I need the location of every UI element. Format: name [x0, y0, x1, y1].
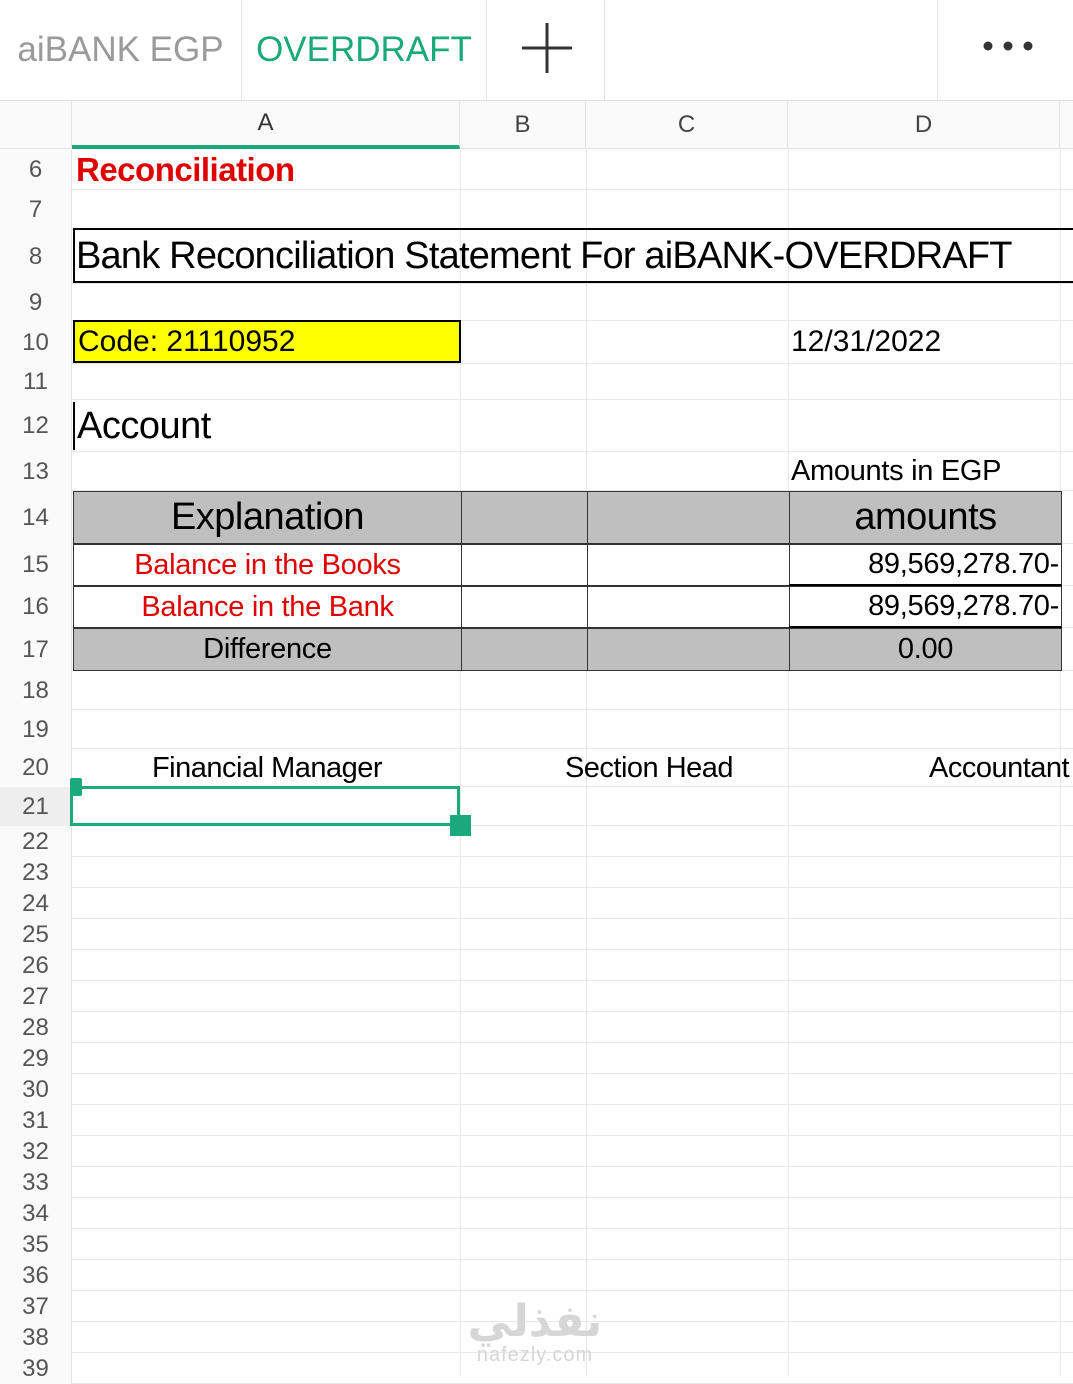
account-label[interactable]: Account — [77, 404, 211, 447]
statement-title[interactable]: Bank Reconciliation Statement For aiBANK-OVERDRAFT — [76, 234, 1012, 277]
row-header-14[interactable]: 14 — [0, 491, 72, 544]
tab-aibank-egp[interactable]: aiBANK EGP — [0, 0, 242, 100]
column-header-d[interactable]: D — [788, 101, 1060, 149]
row-header-19[interactable]: 19 — [0, 710, 72, 749]
row-header-31[interactable]: 31 — [0, 1105, 72, 1136]
row-header-26[interactable]: 26 — [0, 950, 72, 981]
row-header-38[interactable]: 38 — [0, 1322, 72, 1353]
signature-section-head[interactable]: Section Head — [564, 751, 734, 784]
table-cell[interactable] — [461, 586, 588, 628]
grid-row-line — [72, 1259, 1073, 1260]
grid-column-line — [788, 150, 789, 1376]
table-header-amounts[interactable]: amounts — [789, 491, 1062, 544]
row-header-34[interactable]: 34 — [0, 1198, 72, 1229]
grid-row-line — [72, 949, 1073, 950]
selection-handle-start[interactable] — [70, 778, 82, 796]
row-header-30[interactable]: 30 — [0, 1074, 72, 1105]
table-header-explanation[interactable]: Explanation — [73, 491, 462, 544]
selected-cell-a21[interactable] — [70, 786, 460, 826]
signature-financial-manager[interactable]: Financial Manager — [151, 751, 383, 784]
row-header-28[interactable]: 28 — [0, 1012, 72, 1043]
row-header-27[interactable]: 27 — [0, 981, 72, 1012]
column-header-c[interactable]: C — [586, 101, 788, 149]
grid-row-line — [72, 856, 1073, 857]
add-sheet-button[interactable] — [487, 0, 605, 100]
row-header-36[interactable]: 36 — [0, 1260, 72, 1291]
watermark-latin: nafezly.com — [476, 1344, 594, 1366]
row-header-21[interactable]: 21 — [0, 787, 72, 826]
row-header-9[interactable]: 9 — [0, 284, 72, 321]
row-header-12[interactable]: 12 — [0, 400, 72, 452]
table-header-c[interactable] — [587, 491, 790, 544]
row-header-10[interactable]: 10 — [0, 321, 72, 364]
signature-accountant[interactable]: Accountant — [929, 751, 1070, 784]
row-header-22[interactable]: 22 — [0, 826, 72, 857]
column-header-b[interactable]: B — [460, 101, 586, 149]
row-header-17[interactable]: 17 — [0, 628, 72, 671]
table-cell[interactable] — [461, 544, 588, 586]
date-cell[interactable]: 12/31/2022 — [791, 325, 942, 358]
grid-row-line — [72, 1290, 1073, 1291]
amount-bank[interactable]: 89,569,278.70- — [789, 586, 1062, 628]
heading-reconciliation[interactable]: Reconciliation — [76, 151, 295, 188]
select-all-corner[interactable] — [0, 101, 72, 149]
row-header-8[interactable]: 8 — [0, 230, 72, 284]
grid-row-line — [72, 1011, 1073, 1012]
title-left-border — [73, 228, 75, 283]
selection-handle-end[interactable] — [450, 815, 471, 836]
table-header-b[interactable] — [461, 491, 588, 544]
row-header-6[interactable]: 6 — [0, 150, 72, 190]
row-header-32[interactable]: 32 — [0, 1136, 72, 1167]
grid-row-line — [72, 1197, 1073, 1198]
row-label-bank[interactable]: Balance in the Bank — [73, 586, 462, 628]
row-header-24[interactable]: 24 — [0, 888, 72, 919]
grid-row-line — [72, 887, 1073, 888]
row-header-25[interactable]: 25 — [0, 919, 72, 950]
sheet-tab-bar — [0, 0, 1073, 101]
grid-row-line — [72, 918, 1073, 919]
more-options-button[interactable] — [937, 0, 1073, 100]
plus-icon — [519, 20, 575, 76]
table-cell[interactable] — [461, 628, 588, 671]
row-header-20[interactable]: 20 — [0, 749, 72, 787]
row-header-13[interactable]: 13 — [0, 452, 72, 491]
row-header-37[interactable]: 37 — [0, 1291, 72, 1322]
table-cell[interactable] — [587, 544, 790, 586]
row-header-39[interactable]: 39 — [0, 1353, 72, 1384]
difference-label[interactable]: Difference — [73, 628, 462, 671]
row-header-35[interactable]: 35 — [0, 1229, 72, 1260]
row-header-33[interactable]: 33 — [0, 1167, 72, 1198]
account-left-border — [73, 402, 75, 450]
row-header-16[interactable]: 16 — [0, 586, 72, 628]
column-header-e[interactable] — [1060, 101, 1073, 149]
row-header-18[interactable]: 18 — [0, 671, 72, 710]
table-cell[interactable] — [587, 628, 790, 671]
grid-row-line — [72, 1073, 1073, 1074]
more-horizontal-icon — [982, 38, 1038, 54]
row-label-books[interactable]: Balance in the Books — [73, 544, 462, 586]
grid-row-line — [72, 1166, 1073, 1167]
watermark-arabic: نفذلي — [467, 1296, 603, 1347]
grid-row-line — [72, 1135, 1073, 1136]
row-header-7[interactable]: 7 — [0, 190, 72, 230]
grid-row-line — [72, 283, 1073, 284]
tab-overdraft[interactable]: OVERDRAFT — [242, 0, 487, 100]
difference-amount[interactable]: 0.00 — [789, 628, 1062, 671]
column-header-a[interactable]: A — [72, 101, 460, 149]
table-cell[interactable] — [587, 586, 790, 628]
grid-row-line — [72, 399, 1073, 400]
grid-row-line — [72, 1042, 1073, 1043]
amounts-note[interactable]: Amounts in EGP — [791, 454, 1002, 487]
row-header-23[interactable]: 23 — [0, 857, 72, 888]
grid-row-line — [72, 980, 1073, 981]
watermark-logo — [455, 1296, 615, 1366]
row-header-29[interactable]: 29 — [0, 1043, 72, 1074]
row-header-11[interactable]: 11 — [0, 364, 72, 400]
grid-row-line — [72, 1228, 1073, 1229]
grid-row-line — [72, 363, 1073, 364]
grid-row-line — [72, 1104, 1073, 1105]
amount-books[interactable]: 89,569,278.70- — [789, 544, 1062, 586]
row-header-15[interactable]: 15 — [0, 544, 72, 586]
code-cell[interactable]: Code: 21110952 — [73, 320, 461, 363]
grid-row-line — [72, 709, 1073, 710]
